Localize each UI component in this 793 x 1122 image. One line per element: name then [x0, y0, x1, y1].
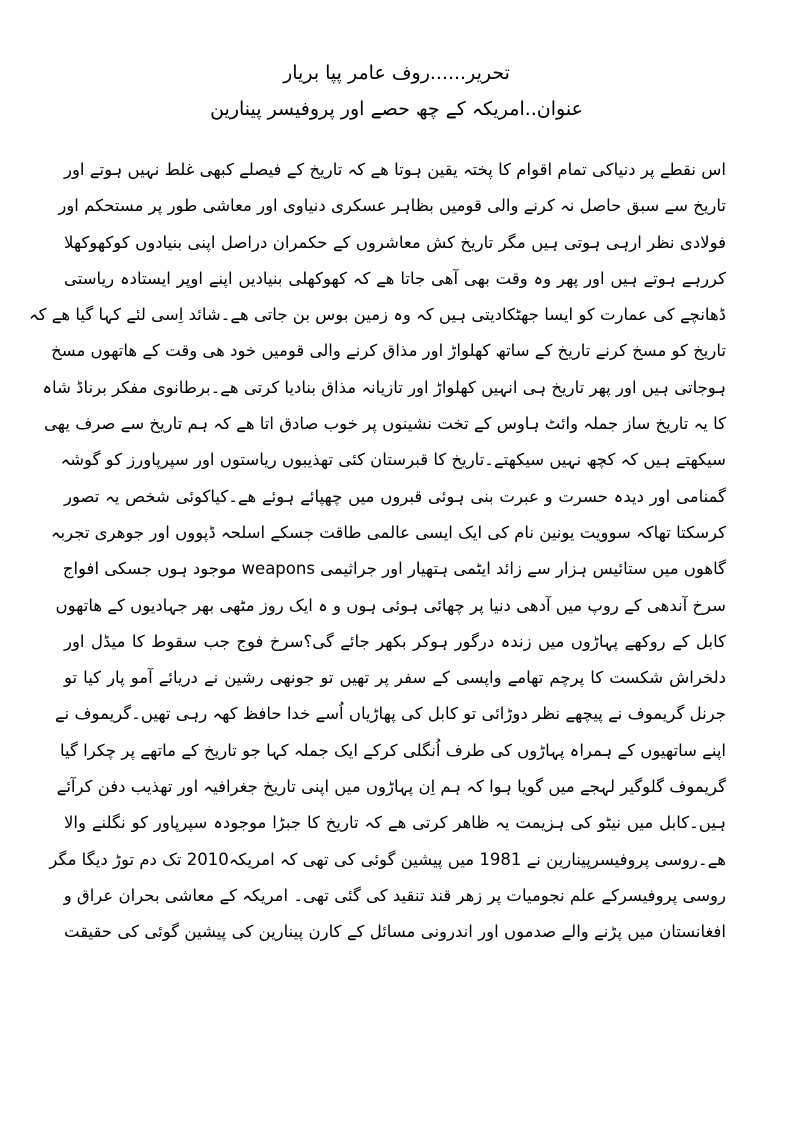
- body-line: تاریخ سے سبق حاصل نہ کرنے والی قومیں بظاہر عسکری دنیاوی اور معاشی طور پر مستحکم اور: [58, 196, 726, 216]
- body-line: گاھوں میں ستائیس ہزار سے زائد ایٹمی ہتھیار اور جراثیمی weapons موجود ہوں جسکی افواج: [62, 559, 726, 579]
- body-line: افغانستان میں پڑنے والے صدموں اور اندرونی مسائل کے کارن پینارین کی پیشین گوئی کی حقیقت: [64, 922, 726, 942]
- body-line: کا یہ تاریخ ساز جملہ وائٹ ہاوس کے تخت نشینوں پر خوب صادق اتا ھے کہ ہم تاریخ سے صرف یھی: [44, 414, 726, 434]
- body-line: کرسکتا تھاکہ سوویت یونین نام کی ایک ایسی عالمی طاقت جسکے اسلحہ ڈپووں اور جوھری تجربہ: [50, 522, 726, 542]
- body-line: فولادی نظر ارہی ہوتی ہیں مگر تاریخ کش معاشروں کے حکمران دراصل اپنی بنیادوں کوکھوکھلا: [64, 232, 726, 252]
- body-line: تاریخ کو مسخ کرنے تاریخ کے ساتھ کھلواڑ اور مذاق کرنے والی قومیں خود ھی وقت کے ھاتھوں مسخ: [51, 341, 726, 361]
- body-line: ہوجاتی ہیں اور پھر تاریخ ہی انہیں کھلواڑ اور تازیانہ مذاق بنادیا کرتی ھے۔برطانوی مفکر برناڈ شاہ: [42, 377, 726, 397]
- body-line: روسی پروفیسرکے علم نجومیات پر زھر قند تنقید کی گئی تھی۔ امریکہ کے معاشی بحران عراق و: [63, 885, 726, 905]
- body-line: کررہے ہوتے ہیں اور پھر وہ وقت بھی آھی جاتا ھے کہ کھوکھلی بنیادیں اپنے اوپر ایستادہ ریاستی: [64, 268, 726, 288]
- body-line: دلخراش شکست کا پرچم تھامے واپسی کے سفر پر تھیں تو جونھی رشین نے دریائے آمو پار کیا تو: [64, 668, 726, 688]
- article-title: عنوان..امریکہ کے چھ حصے اور پروفیسر پینارین: [210, 98, 583, 120]
- body-line: ھے۔روسی پروفیسرپینارین نے 1981 میں پیشین گوئی کی تھی کہ امریکہ2010 تک دم توڑ دیگا مگر: [49, 849, 726, 869]
- body-line: جرنل گریموف نے پیچھے نظر دوڑائی تو کابل کی پھاڑیاں اُسے خدا حافظ کھہ رہی تھیں۔گریموف نے: [54, 704, 726, 724]
- body-line: اپنے ساتھیوں کے ہمراہ پہاڑوں کی طرف اُنگلی کرکے ایک جملہ کہا جو تاریخ کے ماتھے پر چکرا گیا: [60, 740, 726, 760]
- body-line: اس نقطے پر دنیاکی تمام اقوام کا پختہ یقین ہوتا ھے کہ تاریخ کے فیصلے کبھی غلط نہیں ہوتے اور: [64, 160, 726, 179]
- body-line: گمنامی اور دیدہ حسرت و عبرت بنی ہوئی قبروں میں چھپائے ہوئے ھے۔کیاکوئی شخص یہ تصور: [64, 486, 726, 506]
- body-line: کابل کے روکھے پہاڑوں میں زندہ درگور ہوکر بکھر جائے گی؟سرخ فوج جب سقوط کا میڈل اور: [64, 631, 726, 651]
- body-line: سرخ آندھی کے روپ میں آدھی دنیا پر چھائی ہوئی ہوں و ہ ایک روز مٹھی بھر جہادیوں کے ھاتھوں: [55, 595, 726, 615]
- body-line: ڈھانچے کی عمارت کو ایسا جھٹکادیتی ہیں کہ وہ زمین بوس بن جاتی ھے۔شائد اِسی لئے کہا گیا ھے کہ: [28, 305, 726, 325]
- body-line: ہیں۔کابل میں نیٹو کی ہزیمت یہ ظاھر کرتی ھے کہ تاریخ کا جبڑا موجودہ سپرپاور کو نگلنے والا: [64, 813, 726, 833]
- article-body: [28, 152, 726, 951]
- body-line: سیکھتے ہیں کہ کچھ نہیں سیکھتے۔تاریخ کا قبرستان کئی تھذیبوں ریاستوں اور سپرپاورز کو گوشہ: [60, 450, 726, 470]
- body-line: گریموف گلوگیر لہجے میں گویا ہوا کہ ہم اِن پہاڑوں میں اپنی تاریخ جغرافیہ اور تھذیب دفن کرآئے: [56, 777, 726, 797]
- author-line: تحریر......روف عامر پپا بریار: [283, 62, 510, 84]
